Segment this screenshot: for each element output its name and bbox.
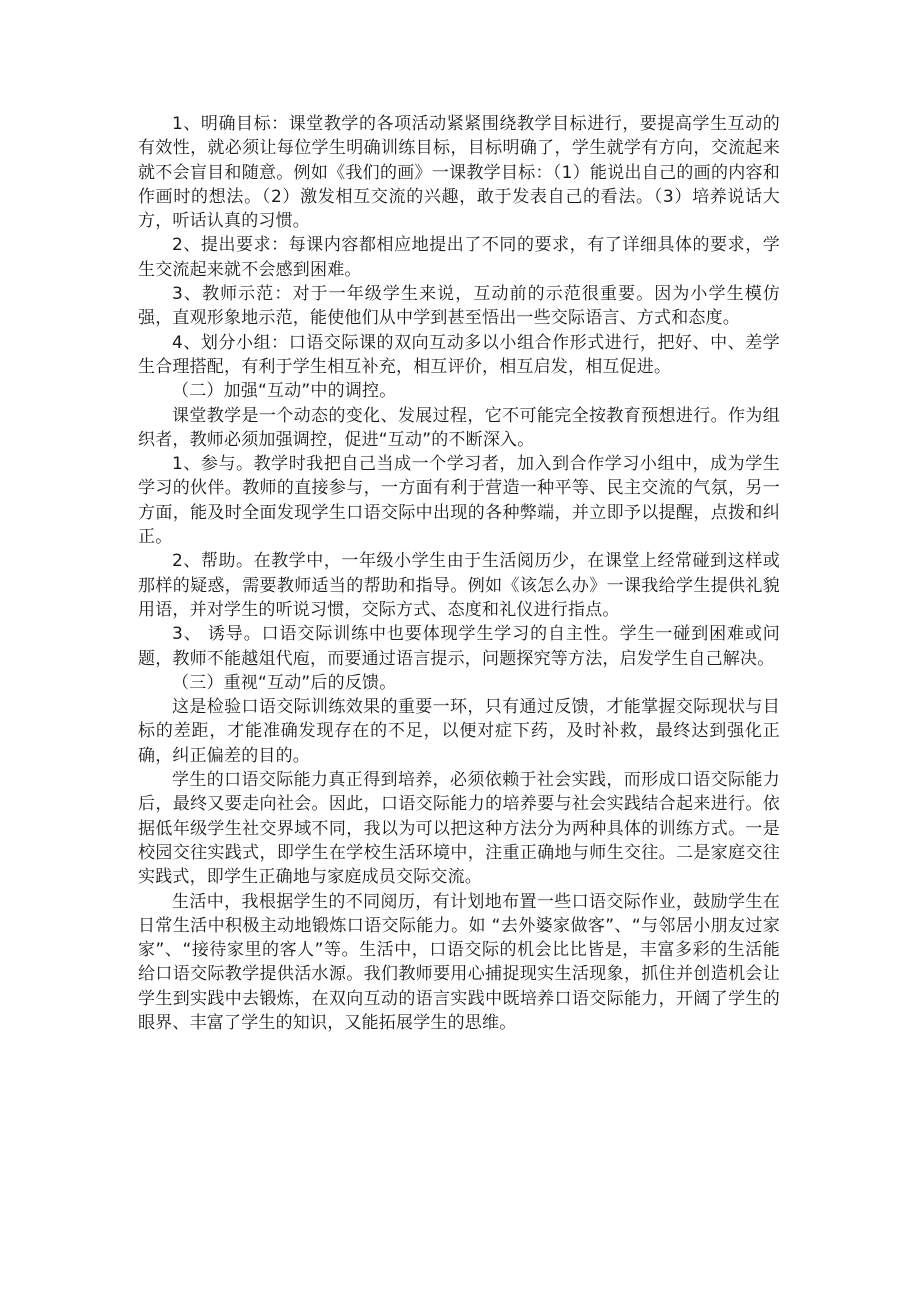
paragraph-feedback: 这是检验口语交际训练效果的重要一环，只有通过反馈，才能掌握交际现状与目标的差距，才能准确发现存在的不足，以便对症下药，及时补救，最终达到强化正确，纠正偏差的目的。 [138, 697, 780, 766]
paragraph-guidance: 3、 诱导。口语交际训练中也要体现学生学习的自主性。学生一碰到困难或问题，教师不能越俎代庖，而要通过语言提示，问题探究等方法，启发学生自己解决。 [138, 624, 780, 669]
paragraph-participation: 1、参与。教学时我把自己当成一个学习者，加入到合作学习小组中，成为学生学习的伙伴。教师的直接参与，一方面有利于营造一种平等、民主交流的气氛，另一方面，能及时全面发现学生口语交际中出现的各种弊端，并立即予以提醒，点拨和纠正。 [138, 454, 780, 548]
paragraph-social-practice: 学生的口语交际能力真正得到培养，必须依赖于社会实践，而形成口语交际能力后，最终又要走向社会。因此，口语交际能力的培养要与社会实践结合起来进行。依据低年级学生社交界域不同，我以为可以把这种方法分为两种具体的训练方式。一是校园交往实践式，即学生在学校生活环境中，注重正确地与师生交往。二是家庭交往实践式，即学生正确地与家庭成员交际交流。 [138, 770, 780, 888]
paragraph-help: 2、帮助。在教学中，一年级小学生由于生活阅历少，在课堂上经常碰到这样或那样的疑惑，需要教师适当的帮助和指导。例如《该怎么办》一课我给学生提供礼貌用语，并对学生的听说习惯，交际方式、态度和礼仪进行指点。 [138, 551, 780, 620]
paragraph-teacher-demo: 3、教师示范：对于一年级学生来说，互动前的示范很重要。因为小学生模仿强，直观形象地示范，能使他们从中学到甚至悟出一些交际语言、方式和态度。 [138, 284, 780, 329]
paragraph-group-division: 4、划分小组：口语交际课的双向互动多以小组合作形式进行，把好、中、差学生合理搭配，有利于学生相互补充，相互评价，相互启发，相互促进。 [138, 332, 780, 377]
paragraph-control-intro: 课堂教学是一个动态的变化、发展过程，它不可能完全按教育预想进行。作为组织者，教师必须加强调控，促进“互动”的不断深入。 [138, 405, 780, 450]
paragraph-goal-clarity: 1、明确目标：课堂教学的各项活动紧紧围绕教学目标进行，要提高学生互动的有效性，就必须让每位学生明确训练目标，目标明确了，学生就学有方向，交流起来就不会盲目和随意。例如《我们的画》一课教学目标：（1）能说出自己的画的内容和作画时的想法。（2）激发相互交流的兴趣，敢于发表自己的看法。（3）培养说话大方，听话认真的习惯。 [138, 114, 780, 232]
section-heading-2: （二）加强“互动”中的调控。 [172, 381, 397, 402]
section-heading-3: （三）重视“互动”后的反馈。 [172, 672, 397, 693]
paragraph-daily-life: 生活中，我根据学生的不同阅历，有计划地布置一些口语交际作业，鼓励学生在日常生活中积极主动地锻炼口语交际能力。如 “去外婆家做客”、“与邻居小朋友过家家”、“接待家里的客人”等。生活中，口语交际的机会比比皆是，丰富多彩的生活能给口语交际教学提供活水源。我们教师要用心捕捉现实生活现象，抓住并创造机会让学生到实践中去锻炼，在双向互动的语言实践中既培养口语交际能力，开阔了学生的眼界、丰富了学生的知识，又能拓展学生的思维。 [138, 891, 780, 1033]
paragraph-requirements: 2、提出要求：每课内容都相应地提出了不同的要求，有了详细具体的要求，学生交流起来就不会感到困难。 [138, 235, 780, 280]
